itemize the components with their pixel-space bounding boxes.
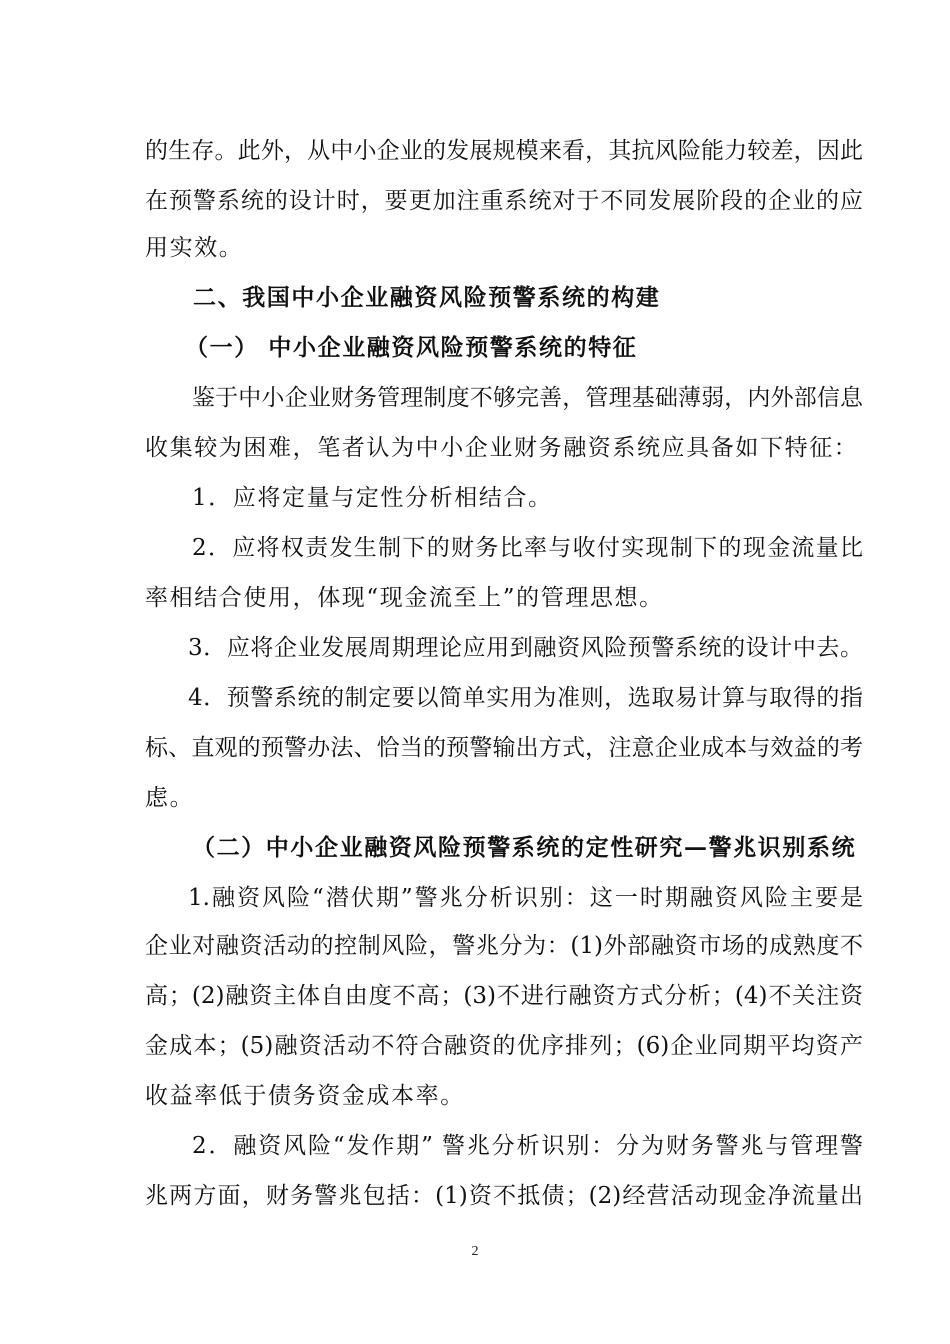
text-line: 鉴于中小企业财务管理制度不够完善，管理基础薄弱，内外部信息 <box>192 385 863 411</box>
list-item: 4．预警系统的制定要以简单实用为准则，选取易计算与取得的指 <box>188 685 863 711</box>
text-line: 在预警系统的设计时，要更加注重系统对于不同发展阶段的企业的应 <box>145 188 863 214</box>
text-line: 高；(2)融资主体自由度不高；(3)不进行融资方式分析；(4)不关注资 <box>145 983 863 1009</box>
list-item: 2．应将权责发生制下的财务比率与收付实现制下的现金流量比 <box>192 535 863 561</box>
page-number: 2 <box>471 1244 479 1259</box>
text-line: 率相结合使用，体现“现金流至上”的管理思想。 <box>145 585 664 611</box>
text-line: 虑。 <box>145 785 195 811</box>
text-line: 金成本；(5)融资活动不符合融资的优序排列；(6)企业同期平均资产 <box>145 1033 863 1059</box>
text-line: 兆两方面，财务警兆包括：(1)资不抵债；(2)经营活动现金净流量出 <box>145 1183 863 1209</box>
text-line: 收益率低于债务资金成本率。 <box>145 1083 465 1109</box>
text-line: 收集较为困难，笔者认为中小企业财务融资系统应具备如下特征： <box>145 435 859 461</box>
text-line: 的生存。此外，从中小企业的发展规模来看，其抗风险能力较差，因此 <box>145 138 863 164</box>
list-item: 1．应将定量与定性分析相结合。 <box>192 485 553 511</box>
text-line: 用实效。 <box>145 235 244 261</box>
text-line: 企业对融资活动的控制风险，警兆分为：(1)外部融资市场的成熟度不 <box>145 933 863 959</box>
section-heading: 二、我国中小企业融资风险预警系统的构建 <box>193 284 661 311</box>
subsection-heading: （一） 中小企业融资风险预警系统的特征 <box>185 334 638 361</box>
list-item: 1.融资风险“潜伏期”警兆分析识别：这一时期融资风险主要是 <box>188 885 863 911</box>
text-line: 标、直观的预警办法、恰当的预警输出方式，注意企业成本与效益的考 <box>145 735 863 761</box>
list-item: 2．融资风险“发作期” 警兆分析识别：分为财务警兆与管理警 <box>192 1133 863 1159</box>
list-item: 3．应将企业发展周期理论应用到融资风险预警系统的设计中去。 <box>188 635 863 661</box>
subsection-heading: （二）中小企业融资风险预警系统的定性研究—警兆识别系统 <box>192 834 857 861</box>
